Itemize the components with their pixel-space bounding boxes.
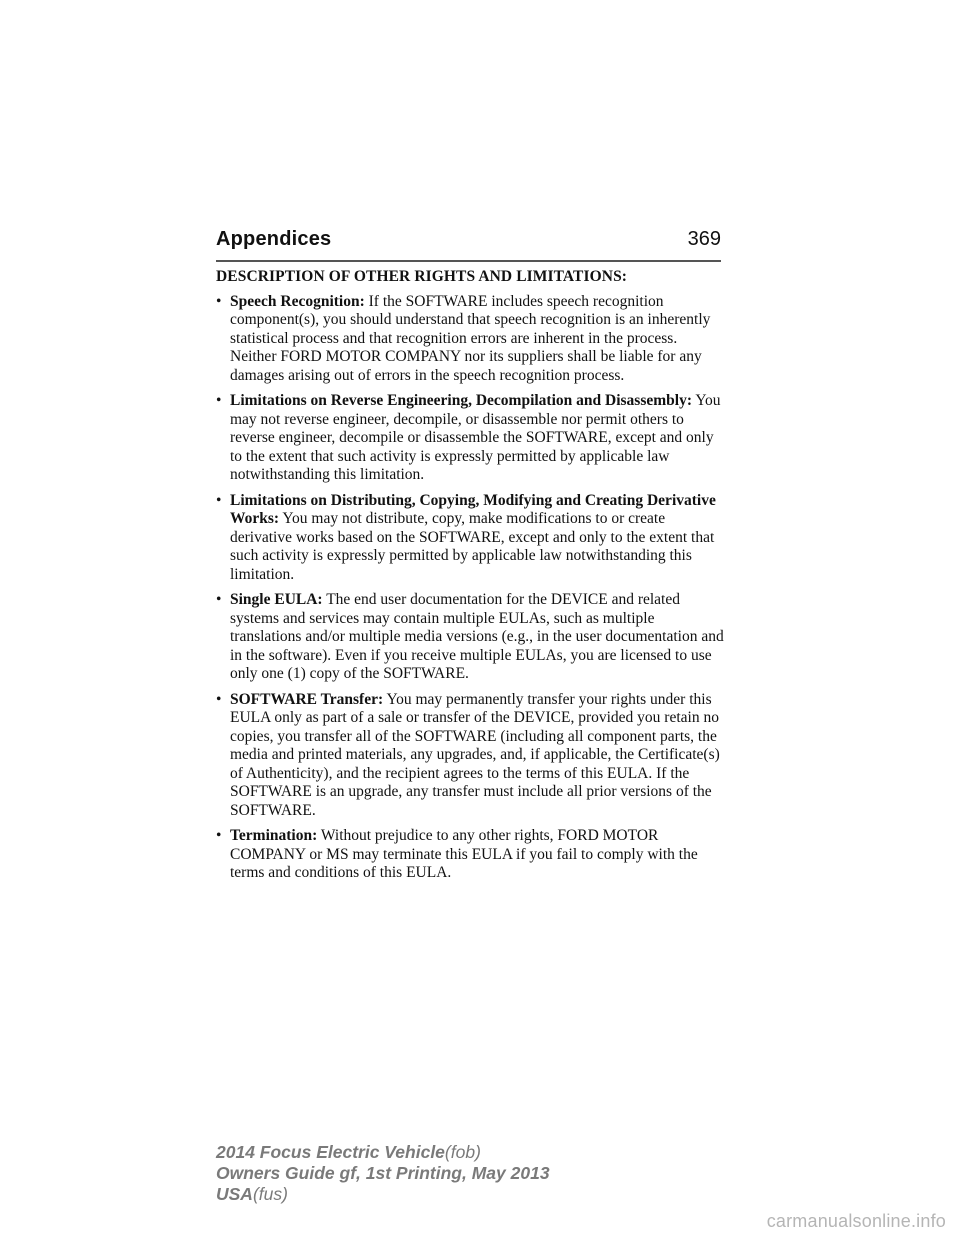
item-term: Single EULA: xyxy=(230,591,323,608)
item-text: The end user documentation for the DEVICE and related systems and services may contain multiple EULAs, such as multiple translations and/or multiple media versions (e.g., in the user documentation and in the software). Even if you receive multiple EULAs, you are licensed to use only one (1) copy of the SOFTWARE. xyxy=(230,591,724,682)
item-text: You may permanently transfer your rights under this EULA only as part of a sale or transfer of the DEVICE, provided you retain no copies, you transfer all of the SOFTWARE (including all component parts, the media and printed materials, any upgrades, and, if applicable, the Certificate(s) of Authenticity), and the recipient agrees to the terms of this EULA. If the SOFTWARE is an upgrade, any transfer must include all prior versions of the SOFTWARE. xyxy=(230,690,720,819)
footer-line-vehicle xyxy=(216,1142,550,1163)
footer-market: USA xyxy=(216,1184,253,1204)
list-item xyxy=(216,492,724,585)
item-text: Without prejudice to any other rights, FORD MOTOR COMPANY or MS may terminate this EULA if you fail to comply with the terms and conditions of this EULA. xyxy=(230,827,698,881)
bullet-icon: • xyxy=(216,690,222,708)
bullet-icon: • xyxy=(216,827,222,844)
page-header xyxy=(216,228,721,262)
footer-vehicle-code: (fob) xyxy=(444,1142,481,1162)
item-text: You may not distribute, copy, make modifications to or create derivative works based on the SOFTWARE, except and only to the extent that such activity is expressly permitted by applicable law notwithstanding this limitation. xyxy=(230,510,715,583)
bullet-icon: • xyxy=(216,292,222,310)
rights-list xyxy=(216,293,724,883)
item-text: You may not reverse engineer, decompile, or disassemble nor permit others to reverse engineer, decompile or disassemble the SOFTWARE, except and only to the extent that such activity is expressly permitted by applicable law notwithstanding this limitation. xyxy=(230,392,721,483)
print-footer xyxy=(216,1142,550,1205)
item-term: Speech Recognition: xyxy=(230,292,365,310)
section-heading: DESCRIPTION OF OTHER RIGHTS AND LIMITATIONS: xyxy=(216,268,628,285)
footer-printing: Owners Guide gf, 1st Printing, May 2013 xyxy=(216,1163,550,1183)
section-title: Appendices xyxy=(216,228,332,250)
bullet-icon: • xyxy=(216,591,222,608)
list-item xyxy=(216,392,724,485)
footer-line-market xyxy=(216,1184,550,1205)
footer-vehicle: 2014 Focus Electric Vehicle xyxy=(216,1142,445,1162)
item-text: If the SOFTWARE includes speech recognition component(s), you should understand that speech recognition is an inherently statistical process and that recognition errors are inherent in the process. Neither FORD MOTOR COMPANY nor its suppliers shall be liable for any damages arising out of errors in the speech recognition process. xyxy=(230,292,711,384)
list-item xyxy=(216,293,724,386)
list-item xyxy=(216,591,724,684)
item-term: Limitations on Distributing, Copying, Modifying and Creating Derivative Works: xyxy=(230,491,716,527)
list-item xyxy=(216,691,724,821)
list-item xyxy=(216,827,724,883)
item-term: Limitations on Reverse Engineering, Decompilation and Disassembly: xyxy=(230,392,692,409)
site-watermark: carmanualsonline.info xyxy=(766,1211,946,1231)
footer-line-guide xyxy=(216,1163,550,1184)
bullet-icon: • xyxy=(216,392,222,409)
item-term: SOFTWARE Transfer: xyxy=(230,690,384,708)
bullet-icon: • xyxy=(216,491,222,509)
page-number: 369 xyxy=(687,228,721,250)
page-content xyxy=(216,268,724,890)
footer-market-code: (fus) xyxy=(252,1184,288,1204)
item-term: Termination: xyxy=(230,827,318,844)
